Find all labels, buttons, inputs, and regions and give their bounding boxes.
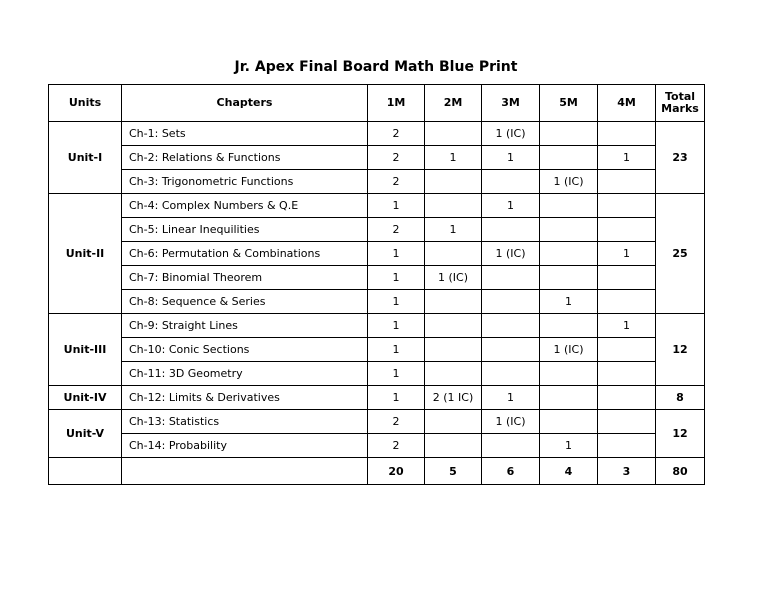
chapter-cell: Ch-1: Sets: [122, 122, 368, 146]
chapter-cell: Ch-7: Binomial Theorem: [122, 266, 368, 290]
marks-5m-cell: 1 (IC): [540, 338, 598, 362]
table-row: [49, 314, 705, 338]
marks-4m-cell: [598, 386, 656, 410]
marks-1m-cell: 1: [368, 386, 425, 410]
totals-3m: 6: [482, 458, 540, 485]
marks-2m-cell: [425, 170, 482, 194]
marks-2m-cell: [425, 434, 482, 458]
chapter-cell: Ch-11: 3D Geometry: [122, 362, 368, 386]
marks-1m-cell: 1: [368, 266, 425, 290]
totals-chapters-cell: [122, 458, 368, 485]
totals-2m: 5: [425, 458, 482, 485]
marks-4m-cell: 1: [598, 242, 656, 266]
marks-5m-cell: [540, 386, 598, 410]
page-title: Jr. Apex Final Board Math Blue Print: [234, 59, 518, 75]
marks-1m-cell: 2: [368, 410, 425, 434]
unit-cell: Unit-II: [49, 194, 122, 314]
marks-3m-cell: [482, 434, 540, 458]
marks-5m-cell: [540, 266, 598, 290]
header-2m: 2M: [425, 85, 482, 122]
header-5m: 5M: [540, 85, 598, 122]
unit-cell: Unit-IV: [49, 386, 122, 410]
chapter-cell: Ch-6: Permutation & Combinations: [122, 242, 368, 266]
totals-units-cell: [49, 458, 122, 485]
table-row: [49, 290, 705, 314]
marks-4m-cell: [598, 170, 656, 194]
blueprint-table: [48, 84, 705, 485]
marks-5m-cell: [540, 242, 598, 266]
header-total-marks: Total Marks: [656, 85, 705, 122]
marks-1m-cell: 2: [368, 434, 425, 458]
marks-1m-cell: 1: [368, 194, 425, 218]
unit-total-cell: 8: [656, 386, 705, 410]
table-row: [49, 338, 705, 362]
marks-2m-cell: [425, 122, 482, 146]
marks-5m-cell: 1 (IC): [540, 170, 598, 194]
marks-3m-cell: 1: [482, 146, 540, 170]
marks-2m-cell: [425, 410, 482, 434]
marks-1m-cell: 1: [368, 242, 425, 266]
header-4m: 4M: [598, 85, 656, 122]
marks-5m-cell: [540, 410, 598, 434]
chapter-cell: Ch-5: Linear Inequilities: [122, 218, 368, 242]
marks-4m-cell: [598, 266, 656, 290]
marks-2m-cell: 1: [425, 146, 482, 170]
unit-total-cell: 12: [656, 314, 705, 386]
chapter-cell: Ch-14: Probability: [122, 434, 368, 458]
totals-4m: 3: [598, 458, 656, 485]
marks-2m-cell: [425, 314, 482, 338]
table-body: [49, 122, 705, 458]
marks-2m-cell: 1: [425, 218, 482, 242]
chapter-cell: Ch-4: Complex Numbers & Q.E: [122, 194, 368, 218]
marks-3m-cell: 1: [482, 194, 540, 218]
marks-1m-cell: 1: [368, 290, 425, 314]
marks-1m-cell: 1: [368, 314, 425, 338]
table-row: [49, 194, 705, 218]
table-row: [49, 410, 705, 434]
totals-1m: 20: [368, 458, 425, 485]
marks-1m-cell: 1: [368, 338, 425, 362]
marks-1m-cell: 2: [368, 218, 425, 242]
marks-1m-cell: 2: [368, 146, 425, 170]
marks-4m-cell: [598, 338, 656, 362]
table-row: [49, 266, 705, 290]
chapter-cell: Ch-12: Limits & Derivatives: [122, 386, 368, 410]
marks-4m-cell: [598, 362, 656, 386]
marks-2m-cell: 1 (IC): [425, 266, 482, 290]
marks-2m-cell: 2 (1 IC): [425, 386, 482, 410]
table-row: [49, 362, 705, 386]
unit-cell: Unit-III: [49, 314, 122, 386]
marks-4m-cell: [598, 218, 656, 242]
chapter-cell: Ch-9: Straight Lines: [122, 314, 368, 338]
chapter-cell: Ch-13: Statistics: [122, 410, 368, 434]
unit-total-cell: 12: [656, 410, 705, 458]
header-3m: 3M: [482, 85, 540, 122]
table-row: [49, 170, 705, 194]
marks-3m-cell: [482, 290, 540, 314]
unit-cell: Unit-V: [49, 410, 122, 458]
header-row: [49, 85, 705, 122]
chapter-cell: Ch-2: Relations & Functions: [122, 146, 368, 170]
chapter-cell: Ch-8: Sequence & Series: [122, 290, 368, 314]
marks-5m-cell: [540, 314, 598, 338]
marks-3m-cell: [482, 314, 540, 338]
table-row: [49, 242, 705, 266]
marks-4m-cell: [598, 194, 656, 218]
marks-4m-cell: [598, 434, 656, 458]
header-1m: 1M: [368, 85, 425, 122]
marks-3m-cell: 1 (IC): [482, 242, 540, 266]
marks-2m-cell: [425, 290, 482, 314]
marks-2m-cell: [425, 194, 482, 218]
marks-3m-cell: [482, 362, 540, 386]
marks-2m-cell: [425, 242, 482, 266]
unit-cell: Unit-I: [49, 122, 122, 194]
table-row: [49, 434, 705, 458]
marks-2m-cell: [425, 338, 482, 362]
totals-row: [49, 458, 705, 485]
marks-5m-cell: [540, 146, 598, 170]
marks-5m-cell: 1: [540, 290, 598, 314]
header-units: Units: [49, 85, 122, 122]
marks-3m-cell: [482, 338, 540, 362]
table-row: [49, 122, 705, 146]
marks-3m-cell: 1 (IC): [482, 122, 540, 146]
table-row: [49, 146, 705, 170]
marks-4m-cell: [598, 410, 656, 434]
table-row: [49, 218, 705, 242]
marks-5m-cell: [540, 194, 598, 218]
marks-3m-cell: [482, 266, 540, 290]
marks-4m-cell: [598, 290, 656, 314]
marks-5m-cell: [540, 122, 598, 146]
marks-5m-cell: 1: [540, 434, 598, 458]
marks-5m-cell: [540, 362, 598, 386]
table-row: [49, 386, 705, 410]
marks-4m-cell: 1: [598, 146, 656, 170]
marks-1m-cell: 1: [368, 362, 425, 386]
marks-3m-cell: 1 (IC): [482, 410, 540, 434]
marks-5m-cell: [540, 218, 598, 242]
unit-total-cell: 23: [656, 122, 705, 194]
unit-total-cell: 25: [656, 194, 705, 314]
totals-5m: 4: [540, 458, 598, 485]
totals-grand-total: 80: [656, 458, 705, 485]
marks-1m-cell: 2: [368, 122, 425, 146]
header-chapters: Chapters: [122, 85, 368, 122]
marks-4m-cell: [598, 122, 656, 146]
marks-3m-cell: 1: [482, 386, 540, 410]
marks-4m-cell: 1: [598, 314, 656, 338]
chapter-cell: Ch-10: Conic Sections: [122, 338, 368, 362]
marks-3m-cell: [482, 170, 540, 194]
marks-2m-cell: [425, 362, 482, 386]
marks-1m-cell: 2: [368, 170, 425, 194]
chapter-cell: Ch-3: Trigonometric Functions: [122, 170, 368, 194]
marks-3m-cell: [482, 218, 540, 242]
